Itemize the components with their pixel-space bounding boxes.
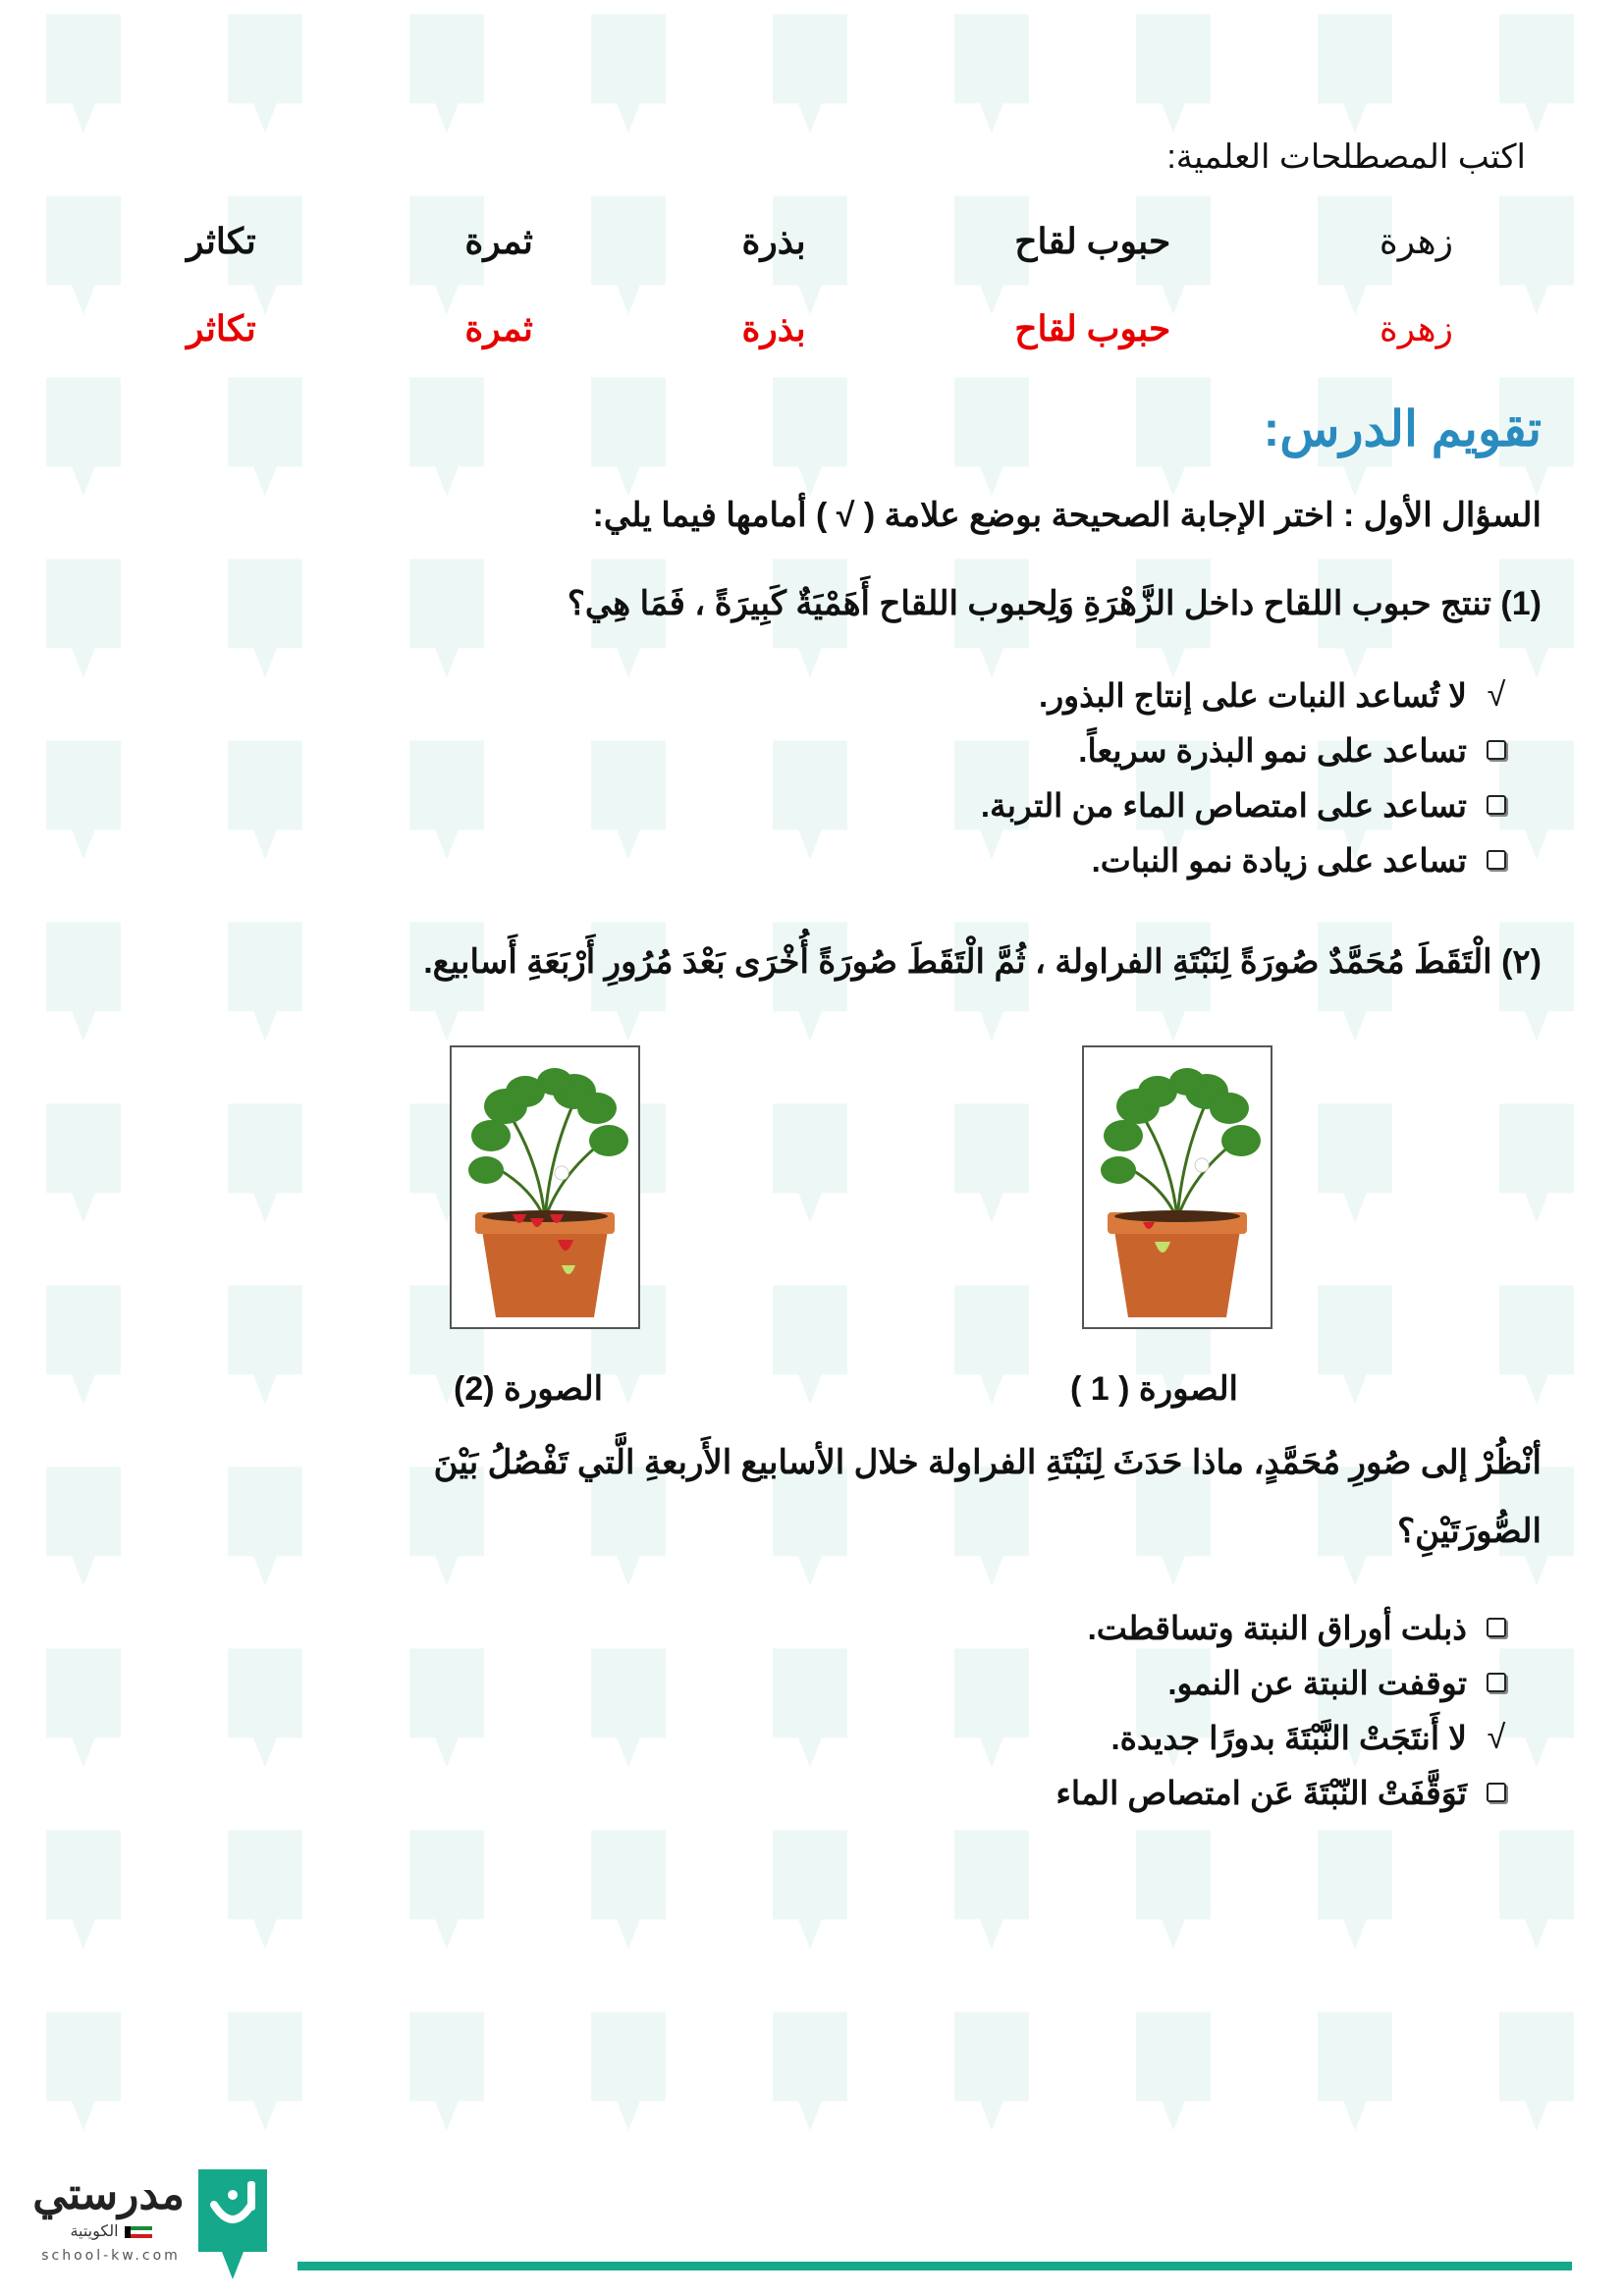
watermark-logo-icon bbox=[211, 1644, 319, 1772]
watermark-logo-icon bbox=[1119, 373, 1227, 501]
watermark-logo-icon bbox=[393, 10, 501, 137]
watermark-logo-icon bbox=[393, 2007, 501, 2135]
option-item[interactable] bbox=[1056, 1655, 1526, 1710]
watermark-logo-icon bbox=[756, 2007, 864, 2135]
watermark-logo-icon bbox=[756, 10, 864, 137]
watermark-logo-icon bbox=[211, 918, 319, 1045]
watermark-logo-icon bbox=[211, 1099, 319, 1227]
option-item[interactable] bbox=[981, 777, 1526, 832]
watermark-logo-icon bbox=[1483, 1826, 1591, 1953]
watermark-logo-icon bbox=[574, 2007, 682, 2135]
watermark-logo-icon bbox=[29, 191, 137, 319]
option-text: تساعد على زيادة نمو النبات. bbox=[1091, 841, 1467, 879]
watermark-logo-icon bbox=[29, 1281, 137, 1409]
option-item[interactable] bbox=[1056, 1765, 1526, 1820]
answer-item: ثمرة bbox=[464, 308, 533, 348]
watermark-logo-icon bbox=[574, 373, 682, 501]
evaluation-title: تقويم الدرس: bbox=[1263, 401, 1542, 456]
option-text: لا أَنتَجَتْ النَّبْتَةَ بدورًا جديدة. bbox=[1110, 1719, 1467, 1756]
watermark-logo-icon bbox=[29, 1463, 137, 1590]
watermark-logo-icon bbox=[29, 2007, 137, 2135]
term-item: تكاثر bbox=[187, 221, 256, 261]
question-1-text: (1) تنتج حبوب اللقاح داخل الزَّهْرَةِ وَلِحبوب اللقاح أَهَمْيَةٌ كَبِيرَةً ، فَمَا هِي؟ bbox=[567, 585, 1542, 622]
question-1-header: السؤال الأول : اختر الإجابة الصحيحة بوضع علامة ( √ ) أمامها فيما يلي: bbox=[592, 497, 1542, 534]
option-text: تَوَقَّفَتْ النّبْتَةَ عَن امتصاص الماء bbox=[1056, 1774, 1467, 1811]
footer-logo bbox=[32, 2169, 185, 2264]
watermark-logo-icon bbox=[756, 918, 864, 1045]
watermark-logo-icon bbox=[938, 373, 1046, 501]
watermark-logo-icon bbox=[211, 2007, 319, 2135]
option-text: لا تُساعد النبات على إنتاج البذور. bbox=[1039, 676, 1467, 714]
watermark-logo-icon bbox=[211, 1826, 319, 1953]
watermark-logo-icon bbox=[1301, 2007, 1409, 2135]
watermark-logo-icon bbox=[574, 918, 682, 1045]
watermark-logo-icon bbox=[211, 373, 319, 501]
watermark-logo-icon bbox=[938, 918, 1046, 1045]
footer-divider bbox=[298, 2262, 1572, 2270]
watermark-logo-icon bbox=[1119, 10, 1227, 137]
watermark-logo-icon bbox=[756, 1099, 864, 1227]
option-item[interactable] bbox=[981, 667, 1526, 722]
checkbox-icon[interactable] bbox=[1467, 740, 1526, 760]
question-3-line-1: أنْظُرْ إلى صُورِ مُحَمَّدٍ، ماذا حَدَثَ لِنَبْتَةِ الفراولة خلال الأسابيع الأَربعةِ الَّتي تَفْصُلُ بَيْنَ bbox=[433, 1444, 1542, 1481]
watermark-logo-icon bbox=[756, 373, 864, 501]
answer-item: زهرة bbox=[1379, 308, 1453, 348]
watermark-logo-icon bbox=[29, 1099, 137, 1227]
watermark-logo-icon bbox=[1483, 2007, 1591, 2135]
watermark-logo-icon bbox=[29, 918, 137, 1045]
watermark-logo-icon bbox=[211, 736, 319, 864]
watermark-logo-icon bbox=[393, 1644, 501, 1772]
watermark-logo-icon bbox=[29, 736, 137, 864]
check-mark-icon: √ bbox=[1487, 675, 1506, 714]
flag-icon bbox=[125, 2226, 152, 2238]
watermark-logo-icon bbox=[574, 1826, 682, 1953]
option-text: توقفت النبتة عن النمو. bbox=[1167, 1664, 1467, 1701]
strawberry-photo-2 bbox=[450, 1045, 640, 1329]
watermark-logo-icon bbox=[211, 1463, 319, 1590]
watermark-logo-icon bbox=[1483, 1281, 1591, 1409]
watermark-logo-icon bbox=[756, 1644, 864, 1772]
logo-url: school-kw.com bbox=[41, 2248, 181, 2264]
question-2-text: (٢) الْتَقَطَ مُحَمَّدٌ صُورَةً لِنَبْتَةِ الفراولة ، ثُمَّ الْتَقَطَ صُورَةً أُخْرَى بَعْدَ مُرُورِ أَرْبَعَةِ أَسابيع. bbox=[423, 943, 1542, 981]
option-text: تساعد على نمو البذرة سريعاً. bbox=[1078, 731, 1467, 769]
watermark-logo-icon bbox=[1119, 1826, 1227, 1953]
watermark-logo-icon bbox=[1301, 1826, 1409, 1953]
term-item: ثمرة bbox=[464, 221, 533, 261]
watermark-logo-icon bbox=[393, 555, 501, 682]
watermark-logo-icon bbox=[756, 1826, 864, 1953]
strawberry-plant-icon bbox=[1084, 1047, 1271, 1327]
checkbox-icon[interactable] bbox=[1467, 1783, 1526, 1802]
option-text: تساعد على امتصاص الماء من التربة. bbox=[980, 786, 1467, 824]
watermark-logo-icon bbox=[574, 1644, 682, 1772]
watermark-logo-icon bbox=[393, 1826, 501, 1953]
answers-row bbox=[187, 308, 1453, 349]
watermark-logo-icon bbox=[29, 555, 137, 682]
watermark-logo-icon bbox=[211, 10, 319, 137]
question-1-options bbox=[981, 667, 1526, 887]
term-item: زهرة bbox=[1379, 221, 1453, 261]
logo-subtitle: الكويتية bbox=[37, 2221, 185, 2240]
watermark-logo-icon bbox=[938, 1826, 1046, 1953]
watermark-logo-icon bbox=[211, 1281, 319, 1409]
watermark-logo-icon bbox=[1119, 918, 1227, 1045]
watermark-logo-icon bbox=[29, 1826, 137, 1953]
check-mark-icon: √ bbox=[1487, 1718, 1506, 1756]
option-text: ذبلت أوراق النبتة وتساقطت. bbox=[1087, 1609, 1467, 1646]
checkbox-icon[interactable] bbox=[1467, 850, 1526, 870]
answer-item: بذرة bbox=[741, 308, 806, 348]
watermark-logo-icon bbox=[211, 555, 319, 682]
terms-row bbox=[187, 221, 1453, 262]
checkbox-icon[interactable] bbox=[1467, 1618, 1526, 1637]
watermark-logo-icon bbox=[1483, 191, 1591, 319]
option-item[interactable] bbox=[1056, 1710, 1526, 1765]
checkbox-icon[interactable] bbox=[1467, 1673, 1526, 1692]
watermark-logo-icon bbox=[574, 736, 682, 864]
watermark-logo-icon bbox=[938, 1099, 1046, 1227]
strawberry-photo-1 bbox=[1082, 1045, 1272, 1329]
watermark-logo-icon bbox=[393, 918, 501, 1045]
answer-item: تكاثر bbox=[187, 308, 256, 348]
option-item[interactable] bbox=[981, 832, 1526, 887]
watermark-logo-icon bbox=[938, 1644, 1046, 1772]
watermark-logo-icon bbox=[1483, 918, 1591, 1045]
question-3-line-2: الصُّورَتَيْنِ؟ bbox=[1397, 1513, 1542, 1550]
option-item[interactable] bbox=[1056, 1600, 1526, 1655]
checkbox-icon[interactable] bbox=[1467, 795, 1526, 815]
question-3-options bbox=[1056, 1600, 1526, 1820]
watermark-logo-icon bbox=[756, 1281, 864, 1409]
watermark-logo-icon bbox=[1301, 1281, 1409, 1409]
instruction-text: اكتب المصطلحات العلمية: bbox=[1166, 138, 1526, 176]
watermark-logo-icon bbox=[393, 373, 501, 501]
watermark-logo-icon bbox=[1483, 1099, 1591, 1227]
photo-2-caption: الصورة (2) bbox=[454, 1370, 604, 1408]
watermark-logo-icon bbox=[1119, 2007, 1227, 2135]
option-item[interactable] bbox=[981, 722, 1526, 777]
watermark-logo-icon bbox=[574, 10, 682, 137]
answer-item: حبوب لقاح bbox=[1014, 308, 1171, 348]
term-item: بذرة bbox=[741, 221, 806, 261]
strawberry-plant-icon bbox=[452, 1047, 638, 1327]
watermark-logo-icon bbox=[393, 736, 501, 864]
watermark-logo-icon bbox=[29, 373, 137, 501]
school-logo-icon bbox=[192, 2165, 273, 2283]
logo-name: مدرستي bbox=[32, 2170, 185, 2218]
watermark-logo-icon bbox=[938, 2007, 1046, 2135]
watermark-logo-icon bbox=[1301, 10, 1409, 137]
watermark-logo-icon bbox=[1301, 918, 1409, 1045]
watermark-logo-icon bbox=[29, 1644, 137, 1772]
watermark-logo-icon bbox=[29, 10, 137, 137]
term-item: حبوب لقاح bbox=[1014, 221, 1171, 261]
photo-1-caption: الصورة ( 1 ) bbox=[1070, 1370, 1239, 1408]
watermark-logo-icon bbox=[1301, 1099, 1409, 1227]
watermark-logo-icon bbox=[1483, 10, 1591, 137]
watermark-logo-icon bbox=[756, 736, 864, 864]
watermark-logo-icon bbox=[938, 1281, 1046, 1409]
watermark-logo-icon bbox=[938, 10, 1046, 137]
